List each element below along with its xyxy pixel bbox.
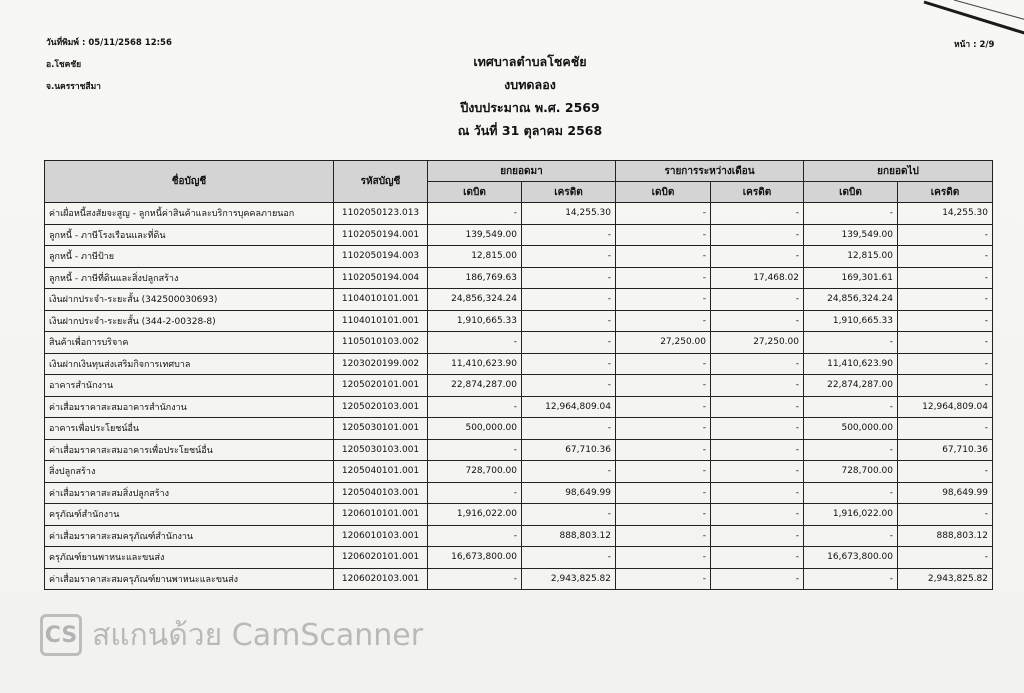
cf-credit-cell: - [898, 375, 993, 397]
account-code-cell: 1104010101.001 [334, 310, 428, 332]
cf-credit-cell: - [898, 418, 993, 440]
bf-debit-cell: 16,673,800.00 [428, 547, 522, 569]
cf-debit-cell: 11,410,623.90 [804, 353, 898, 375]
watermark-text: สแกนด้วย CamScanner [92, 617, 424, 653]
account-code-cell: 1206020101.001 [334, 547, 428, 569]
bf-debit-cell: 12,815.00 [428, 246, 522, 268]
trial-balance-table [44, 160, 993, 590]
bf-credit-cell: - [522, 504, 616, 526]
bf-debit-cell: 186,769.63 [428, 267, 522, 289]
header-carried-forward: ยกยอดไป [804, 161, 993, 182]
month-debit-cell: - [616, 439, 711, 461]
account-code-cell: 1102050123.013 [334, 203, 428, 225]
bf-debit-cell: 24,856,324.24 [428, 289, 522, 311]
account-code-cell: 1203020199.002 [334, 353, 428, 375]
cf-debit-cell: - [804, 396, 898, 418]
month-credit-cell: - [711, 310, 804, 332]
month-debit-cell: - [616, 224, 711, 246]
table-row [45, 461, 993, 483]
account-code-cell: 1205040103.001 [334, 482, 428, 504]
month-debit-cell: - [616, 525, 711, 547]
month-credit-cell: 27,250.00 [711, 332, 804, 354]
bf-credit-cell: - [522, 375, 616, 397]
month-debit-cell: - [616, 375, 711, 397]
header-during-month: รายการระหว่างเดือน [616, 161, 804, 182]
print-date: วันที่พิมพ์ : 05/11/2568 12:56 [46, 38, 172, 48]
bf-credit-cell: 12,964,809.04 [522, 396, 616, 418]
table-row [45, 310, 993, 332]
account-code-cell: 1205030103.001 [334, 439, 428, 461]
bf-debit-cell: 22,874,287.00 [428, 375, 522, 397]
account-code-cell: 1205020103.001 [334, 396, 428, 418]
account-code-cell: 1205040101.001 [334, 461, 428, 483]
bf-debit-cell: 500,000.00 [428, 418, 522, 440]
bf-debit-cell: 139,549.00 [428, 224, 522, 246]
account-name-cell: ครุภัณฑ์สำนักงาน [45, 504, 334, 526]
month-credit-cell: - [711, 396, 804, 418]
account-code-cell: 1205020101.001 [334, 375, 428, 397]
cf-debit-cell: 1,916,022.00 [804, 504, 898, 526]
month-credit-cell: - [711, 375, 804, 397]
account-name-cell: ค่าเสื่อมราคาสะสมครุภัณฑ์สำนักงาน [45, 525, 334, 547]
cf-credit-cell: - [898, 504, 993, 526]
bf-debit-cell: 1,910,665.33 [428, 310, 522, 332]
cf-credit-cell: - [898, 267, 993, 289]
table-row [45, 482, 993, 504]
bf-debit-cell: 1,916,022.00 [428, 504, 522, 526]
month-credit-cell: - [711, 289, 804, 311]
bf-debit-cell: - [428, 482, 522, 504]
month-credit-cell: - [711, 353, 804, 375]
month-debit-cell: - [616, 418, 711, 440]
account-code-cell: 1104010101.001 [334, 289, 428, 311]
table-row [45, 332, 993, 354]
fiscal-year: ปีงบประมาณ พ.ศ. 2569 [460, 100, 600, 115]
table-row [45, 504, 993, 526]
month-credit-cell: - [711, 568, 804, 590]
table-row [45, 568, 993, 590]
cf-debit-cell: 16,673,800.00 [804, 547, 898, 569]
table-row [45, 203, 993, 225]
month-debit-cell: - [616, 289, 711, 311]
account-code-cell: 1102050194.003 [334, 246, 428, 268]
org-name: เทศบาลตำบลโชคชัย [473, 54, 587, 69]
camscanner-watermark [40, 612, 423, 658]
account-code-cell: 1105010103.002 [334, 332, 428, 354]
cf-credit-cell: - [898, 224, 993, 246]
month-credit-cell: - [711, 203, 804, 225]
header-debit: เดบิต [804, 182, 898, 203]
month-debit-cell: - [616, 461, 711, 483]
bf-debit-cell: - [428, 203, 522, 225]
bf-credit-cell: - [522, 267, 616, 289]
header-credit: เครดิต [522, 182, 616, 203]
report-title [380, 50, 680, 142]
cf-debit-cell: - [804, 203, 898, 225]
account-name-cell: ครุภัณฑ์ยานพาหนะและขนส่ง [45, 547, 334, 569]
cf-credit-cell: - [898, 461, 993, 483]
account-code-cell: 1102050194.001 [334, 224, 428, 246]
month-credit-cell: - [711, 482, 804, 504]
month-credit-cell: - [711, 439, 804, 461]
account-name-cell: ค่าเผื่อหนี้สงสัยจะสูญ - ลูกหนี้ค่าสินค้าและบริการบุคคลภายนอก [45, 203, 334, 225]
account-name-cell: เงินฝากประจำ-ระยะสั้น (342500030693) [45, 289, 334, 311]
cf-debit-cell: 12,815.00 [804, 246, 898, 268]
report-type: งบทดลอง [504, 77, 556, 92]
header-credit: เครดิต [711, 182, 804, 203]
account-code-cell: 1102050194.004 [334, 267, 428, 289]
page-number: หน้า : 2/9 [954, 40, 995, 50]
table-row [45, 396, 993, 418]
cf-credit-cell: 2,943,825.82 [898, 568, 993, 590]
cf-credit-cell: - [898, 310, 993, 332]
cf-credit-cell: 14,255.30 [898, 203, 993, 225]
account-name-cell: ค่าเสื่อมราคาสะสมครุภัณฑ์ยานพาหนะและขนส่ง [45, 568, 334, 590]
month-debit-cell: - [616, 267, 711, 289]
bf-credit-cell: - [522, 547, 616, 569]
bf-credit-cell: 14,255.30 [522, 203, 616, 225]
header-debit: เดบิต [616, 182, 711, 203]
table-body [45, 203, 993, 590]
table-row [45, 224, 993, 246]
bf-debit-cell: 728,700.00 [428, 461, 522, 483]
month-debit-cell: - [616, 396, 711, 418]
bf-debit-cell: - [428, 439, 522, 461]
month-debit-cell: - [616, 203, 711, 225]
month-credit-cell: - [711, 504, 804, 526]
bf-credit-cell: - [522, 246, 616, 268]
table-row [45, 547, 993, 569]
table-row [45, 246, 993, 268]
header-account-code: รหัสบัญชี [334, 161, 428, 203]
province-label: จ.นครราชสีมา [46, 82, 101, 92]
cf-debit-cell: - [804, 439, 898, 461]
table-row [45, 375, 993, 397]
table-row [45, 267, 993, 289]
pen-mark-icon [894, 0, 1024, 40]
month-debit-cell: - [616, 482, 711, 504]
bf-debit-cell: 11,410,623.90 [428, 353, 522, 375]
month-credit-cell: - [711, 461, 804, 483]
month-credit-cell: - [711, 224, 804, 246]
account-name-cell: อาคารเพื่อประโยชน์อื่น [45, 418, 334, 440]
account-name-cell: ลูกหนี้ - ภาษีป้าย [45, 246, 334, 268]
month-credit-cell: - [711, 547, 804, 569]
bf-credit-cell: 2,943,825.82 [522, 568, 616, 590]
month-debit-cell: - [616, 353, 711, 375]
month-debit-cell: - [616, 246, 711, 268]
account-name-cell: เงินฝากเงินทุนส่งเสริมกิจการเทศบาล [45, 353, 334, 375]
table-row [45, 353, 993, 375]
month-credit-cell: - [711, 525, 804, 547]
month-debit-cell: - [616, 310, 711, 332]
district-label: อ.โชคชัย [46, 60, 82, 70]
cf-credit-cell: - [898, 547, 993, 569]
account-code-cell: 1205030101.001 [334, 418, 428, 440]
cf-debit-cell: 24,856,324.24 [804, 289, 898, 311]
account-name-cell: ค่าเสื่อมราคาสะสมสิ่งปลูกสร้าง [45, 482, 334, 504]
account-code-cell: 1206010103.001 [334, 525, 428, 547]
cf-debit-cell: 1,910,665.33 [804, 310, 898, 332]
report-date: ณ วันที่ 31 ตุลาคม 2568 [457, 123, 603, 138]
account-code-cell: 1206020103.001 [334, 568, 428, 590]
cf-debit-cell: - [804, 482, 898, 504]
bf-credit-cell: 67,710.36 [522, 439, 616, 461]
header-brought-forward: ยกยอดมา [428, 161, 616, 182]
cf-credit-cell: - [898, 353, 993, 375]
account-name-cell: อาคารสำนักงาน [45, 375, 334, 397]
cf-debit-cell: - [804, 332, 898, 354]
camscanner-logo-icon: CS [40, 614, 82, 656]
account-name-cell: สินค้าเพื่อการบริจาค [45, 332, 334, 354]
bf-debit-cell: - [428, 525, 522, 547]
cf-debit-cell: 169,301.61 [804, 267, 898, 289]
cf-credit-cell: 98,649.99 [898, 482, 993, 504]
cf-credit-cell: 888,803.12 [898, 525, 993, 547]
table-row [45, 289, 993, 311]
month-credit-cell: - [711, 418, 804, 440]
bf-debit-cell: - [428, 332, 522, 354]
cf-debit-cell: 22,874,287.00 [804, 375, 898, 397]
bf-credit-cell: - [522, 418, 616, 440]
month-debit-cell: - [616, 568, 711, 590]
account-name-cell: ค่าเสื่อมราคาสะสมอาคารสำนักงาน [45, 396, 334, 418]
month-debit-cell: - [616, 504, 711, 526]
bf-credit-cell: - [522, 332, 616, 354]
table-row [45, 525, 993, 547]
cf-debit-cell: - [804, 568, 898, 590]
bf-credit-cell: - [522, 310, 616, 332]
account-name-cell: สิ่งปลูกสร้าง [45, 461, 334, 483]
account-code-cell: 1206010101.001 [334, 504, 428, 526]
cf-credit-cell: - [898, 246, 993, 268]
bf-credit-cell: - [522, 353, 616, 375]
month-debit-cell: 27,250.00 [616, 332, 711, 354]
header-credit: เครดิต [898, 182, 993, 203]
month-debit-cell: - [616, 547, 711, 569]
cf-credit-cell: - [898, 289, 993, 311]
header-account-name: ชื่อบัญชี [45, 161, 334, 203]
cf-debit-cell: 728,700.00 [804, 461, 898, 483]
cf-credit-cell: - [898, 332, 993, 354]
bf-credit-cell: - [522, 224, 616, 246]
header-debit: เดบิต [428, 182, 522, 203]
cf-debit-cell: - [804, 525, 898, 547]
account-name-cell: ค่าเสื่อมราคาสะสมอาคารเพื่อประโยชน์อื่น [45, 439, 334, 461]
month-credit-cell: 17,468.02 [711, 267, 804, 289]
bf-debit-cell: - [428, 568, 522, 590]
bf-credit-cell: - [522, 289, 616, 311]
bf-credit-cell: 888,803.12 [522, 525, 616, 547]
month-credit-cell: - [711, 246, 804, 268]
bf-credit-cell: 98,649.99 [522, 482, 616, 504]
cf-debit-cell: 500,000.00 [804, 418, 898, 440]
table-row [45, 439, 993, 461]
account-name-cell: เงินฝากประจำ-ระยะสั้น (344-2-00328-8) [45, 310, 334, 332]
bf-debit-cell: - [428, 396, 522, 418]
cf-credit-cell: 12,964,809.04 [898, 396, 993, 418]
account-name-cell: ลูกหนี้ - ภาษีโรงเรือนและที่ดิน [45, 224, 334, 246]
bf-credit-cell: - [522, 461, 616, 483]
table-row [45, 418, 993, 440]
cf-credit-cell: 67,710.36 [898, 439, 993, 461]
cf-debit-cell: 139,549.00 [804, 224, 898, 246]
account-name-cell: ลูกหนี้ - ภาษีที่ดินและสิ่งปลูกสร้าง [45, 267, 334, 289]
